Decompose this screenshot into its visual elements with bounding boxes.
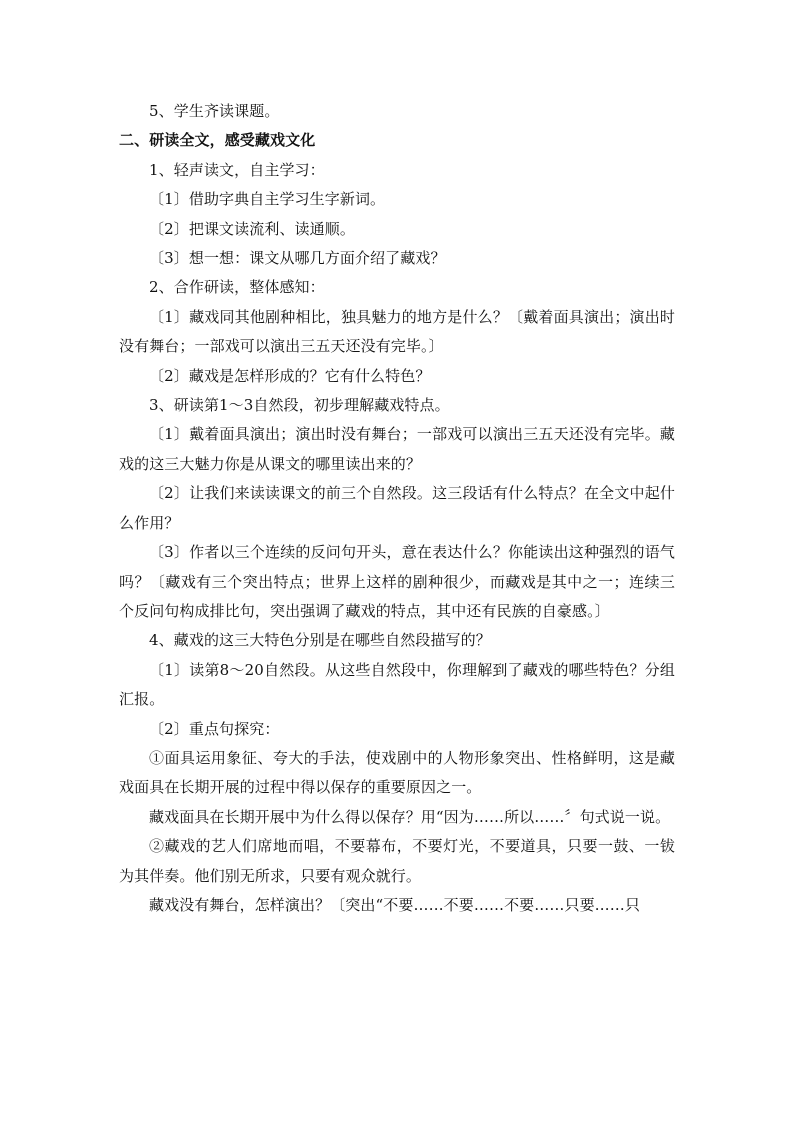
- document-body: [119, 97, 675, 920]
- paragraph: 5、学生齐读课题。: [149, 102, 280, 120]
- paragraph: 〔1〕读第8～20自然段。从这些自然段中，你理解到了藏戏的哪些特色？分组汇报。: [119, 660, 675, 709]
- paragraph: 1、轻声读文，自主学习：: [149, 160, 325, 179]
- paragraph: 藏戏没有舞台，怎样演出？〔突出“不要……不要……不要……只要……只: [149, 895, 640, 914]
- paragraph: ②藏戏的艺人们席地而唱，不要幕布，不要灯光，不要道具，只要一鼓、一钹为其伴奏。他们别无所求，只要有观众就行。: [119, 837, 675, 885]
- paragraph: 藏戏面具在长期开展中为什么得以保存？用“因为……所以……〞句式说一说。: [149, 807, 671, 826]
- paragraph: 〔3〕作者以三个连续的反问句开头，意在表达什么？你能读出这种强烈的语气吗？〔藏戏有三个突出特点；世界上这样的剧种很少，而藏戏是其中之一；连续三个反问句构成排比句，突出强调了藏戏的特点，其中还有民族的自豪感。〕: [119, 543, 675, 620]
- paragraph: ①面具运用象征、夸大的手法，使戏剧中的人物形象突出、性格鲜明，这是藏戏面具在长期开展的过程中得以保存的重要原因之一。: [119, 748, 675, 797]
- paragraph: 4、藏戏的这三大特色分别是在哪些自然段描写的？: [149, 631, 491, 650]
- paragraph: 3、研读第1～3自然段，初步理解藏戏特点。: [149, 396, 450, 415]
- paragraph: 〔2〕把课文读流利、读通顺。: [149, 219, 355, 238]
- paragraph: 〔1〕藏戏同其他剧种相比，独具魅力的地方是什么？〔戴着面具演出；演出时没有舞台；一部戏可以演出三五天还没有完毕。〕: [119, 307, 675, 356]
- paragraph: 〔2〕重点句探究：: [149, 719, 280, 738]
- paragraph: 2、合作研读，整体感知：: [149, 278, 325, 297]
- paragraph: 〔3〕想一想：课文从哪几方面介绍了藏戏？: [149, 249, 446, 268]
- paragraph: 〔2〕藏戏是怎样形成的？它有什么特色？: [149, 366, 431, 385]
- paragraph: 〔1〕借助字典自主学习生字新词。: [149, 190, 386, 209]
- section-heading: 二、研读全文，感受藏戏文化: [119, 131, 316, 150]
- paragraph: 〔1〕戴着面具演出；演出时没有舞台；一部戏可以演出三五天还没有完毕。藏戏的这三大魅力你是从课文的哪里读出来的？: [119, 425, 675, 473]
- paragraph: 〔2〕让我们来读读课文的前三个自然段。这三段话有什么特点？在全文中起什么作用？: [119, 484, 675, 532]
